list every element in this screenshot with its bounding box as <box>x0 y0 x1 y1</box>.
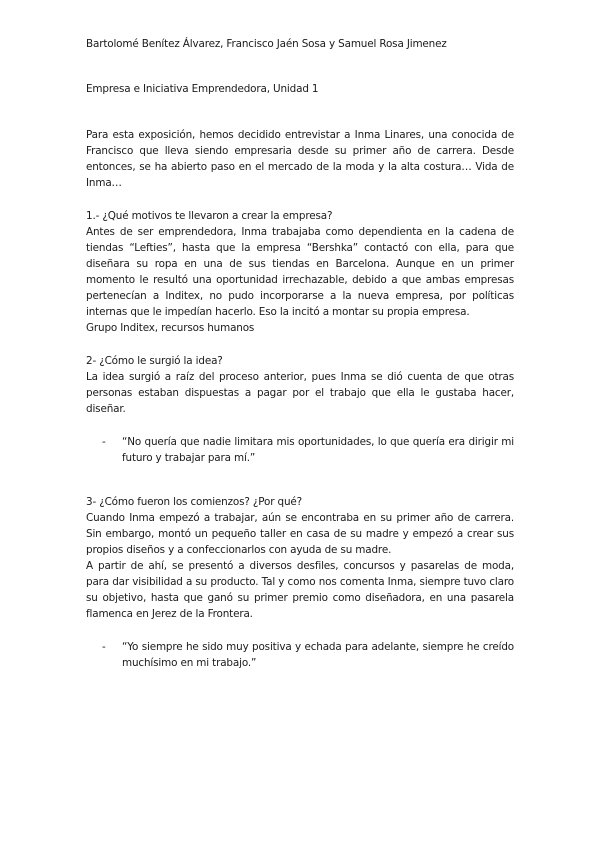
question-2: 2- ¿Cómo le surgió la idea? <box>86 355 223 367</box>
list-item <box>86 434 514 466</box>
answer-3-continued: A partir de ahí, se presentó a diversos desfiles, concursos y pasarelas de moda, para dar visibilidad a su producto. Tal y como nos comenta Inma, siempre tuvo claro su objetivo, hasta que ganó su primer premio como diseñadora, en una pasarela flamenca en Jerez de la Frontera. <box>86 560 514 620</box>
quote-list-2 <box>86 434 514 466</box>
answer-1: Antes de ser emprendedora, Inma trabajaba como dependienta en la cadena de tiendas “Lefties”, hasta que la empresa “Bershka” contactó con ella, para que diseñara su ropa en una de sus tiendas en Barcelona. Aunque en un primer momento le resultó una oportunidad irrechazable, debido a que ambas empresas pertenecían a Inditex, no pudo incorporarse a la nueva empresa, por políticas internas que le impedían hacerlo. Eso la incitó a montar su propia empresa. <box>86 226 514 318</box>
question-1: 1.- ¿Qué motivos te llevaron a crear la empresa? <box>86 210 333 222</box>
intro-paragraph: Para esta exposición, hemos decidido entrevistar a Inma Linares, una conocida de Francisco que lleva siendo empresaria desde su primer año de carrera. Desde entonces, se ha abierto paso en el mercado de la moda y la alta costura… Vida de Inma… <box>86 129 514 189</box>
quote-3: “Yo siempre he sido muy positiva y echada para adelante, siempre he creído muchísimo en mi trabajo.” <box>122 641 514 669</box>
section-2 <box>86 353 514 466</box>
section-1 <box>86 208 514 336</box>
quote-2: “No quería que nadie limitara mis oportunidades, lo que quería era dirigir mi futuro y trabajar para mí.” <box>122 436 514 464</box>
list-item <box>86 639 514 671</box>
question-3: 3- ¿Cómo fueron los comienzos? ¿Por qué? <box>86 496 302 508</box>
list-dash: - <box>102 436 106 448</box>
list-dash: - <box>102 641 106 653</box>
answer-1-source: Grupo Inditex, recursos humanos <box>86 322 255 334</box>
authors-line: Bartolomé Benítez Álvarez, Francisco Jaén Sosa y Samuel Rosa Jimenez <box>86 38 447 50</box>
answer-3: Cuando Inma empezó a trabajar, aún se encontraba en su primer año de carrera. Sin embargo, montó un pequeño taller en casa de su madre y empezó a crear sus propios diseños y a confeccionarlos con ayuda de su madre. <box>86 512 514 556</box>
answer-2: La idea surgió a raíz del proceso anterior, pues Inma se dió cuenta de que otras personas estaban dispuestas a pagar por el trabajo que ella le gustaba hacer, diseñar. <box>86 371 514 415</box>
section-3 <box>86 494 514 671</box>
quote-list-3 <box>86 639 514 671</box>
subject-line: Empresa e Iniciativa Emprendedora, Unidad 1 <box>86 83 319 95</box>
